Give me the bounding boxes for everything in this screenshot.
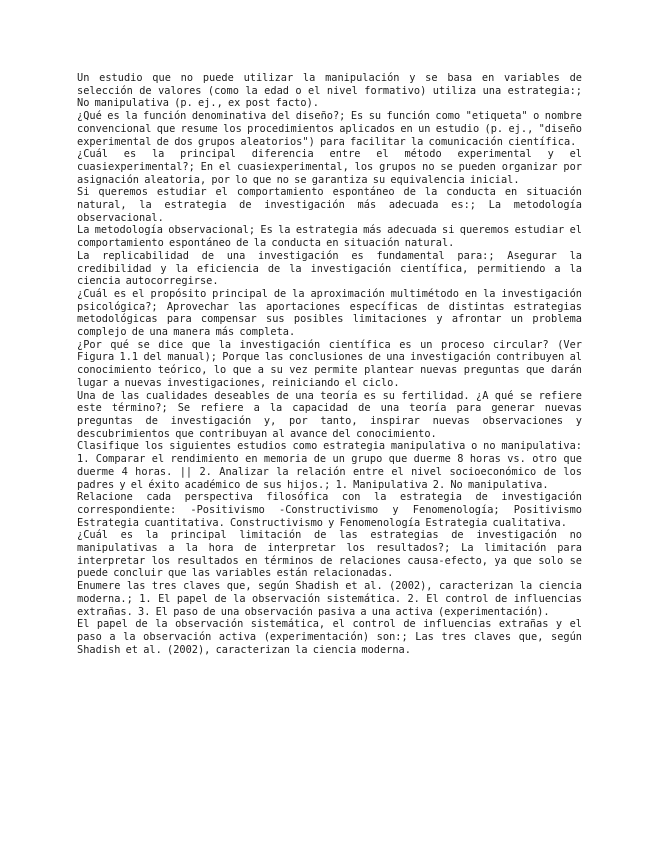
paragraph-3: ¿Cuál es la principal diferencia entre el método experimental y el cuasiexperimental?; En el cuasiexperimental, los grupos no se pueden organizar por asignación aleatoria, por lo que no se garantiza su equivalencia inicial. [77,148,582,186]
document-body [77,72,582,656]
paragraph-11: Relacione cada perspectiva filosófica con la estrategia de investigación correspondiente: -Positivismo -Constructivismo y Fenomenología; Positivismo Estrategia cuantitativa. Constructivismo y Fenomenología Estrategia cualitativa. [77,491,582,529]
paragraph-1: Un estudio que no puede utilizar la manipulación y se basa en variables de selección de valores (como la edad o el nivel formativo) utiliza una estrategia:; No manipulativa (p. ej., ex post facto). [77,72,582,110]
paragraph-8: ¿Por qué se dice que la investigación científica es un proceso circular? (Ver Figura 1.1 del manual); Porque las conclusiones de una investigación contribuyen al conocimiento teórico, lo que a su vez permite plantear nuevas preguntas que darán lugar a nuevas investigaciones, reiniciando el ciclo. [77,338,582,389]
paragraph-13: Enumere las tres claves que, según Shadish et al. (2002), caracterizan la ciencia moderna.; 1. El papel de la observación sistemática. 2. El control de influencias extrañas. 3. El paso de una observación pasiva a una activa (experimentación). [77,580,582,618]
paragraph-14: El papel de la observación sistemática, el control de influencias extrañas y el paso a la observación activa (experimentación) son:; Las tres claves que, según Shadish et al. (2002), caracterizan la ciencia moderna. [77,618,582,656]
paragraph-2: ¿Qué es la función denominativa del diseño?; Es su función como "etiqueta" o nombre convencional que resume los procedimientos aplicados en un estudio (p. ej., "diseño experimental de dos grupos aleatorios") para facilitar la comunicación científica. [77,110,582,148]
paragraph-9: Una de las cualidades deseables de una teoría es su fertilidad. ¿A qué se refiere este término?; Se refiere a la capacidad de una teoría para generar nuevas preguntas de investigación y, por tanto, inspirar nuevas observaciones y descubrimientos que contribuyan al avance del conocimiento. [77,389,582,440]
paragraph-4: Si queremos estudiar el comportamiento espontáneo de la conducta en situación natural, la estrategia de investigación más adecuada es:; La metodología observacional. [77,186,582,224]
paragraph-10: Clasifique los siguientes estudios como estrategia manipulativa o no manipulativa: 1. Comparar el rendimiento en memoria de un grupo que duerme 8 horas vs. otro que duerme 4 horas. || 2. Analizar la relación entre el nivel socioeconómico de los padres y el éxito académico de sus hijos.; 1. Manipulativa 2. No manipulativa. [77,440,582,491]
paragraph-7: ¿Cuál es el propósito principal de la aproximación multimétodo en la investigación psicológica?; Aprovechar las aportaciones específicas de distintas estrategias metodológicas para compensar sus posibles limitaciones y afrontar un problema complejo de una manera más completa. [77,287,582,339]
paragraph-5: La metodología observacional; Es la estrategia más adecuada si queremos estudiar el comportamiento espontáneo de la conducta en situación natural. [77,224,582,250]
paragraph-12: ¿Cuál es la principal limitación de las estrategias de investigación no manipulativas a la hora de interpretar los resultados?; La limitación para interpretar los resultados en términos de relaciones causa-efecto, ya que solo se puede concluir que las variables están relacionadas. [77,529,582,580]
paragraph-6: La replicabilidad de una investigación es fundamental para:; Asegurar la credibilidad y la eficiencia de la investigación científica, permitiendo a la ciencia autocorregirse. [77,249,582,288]
